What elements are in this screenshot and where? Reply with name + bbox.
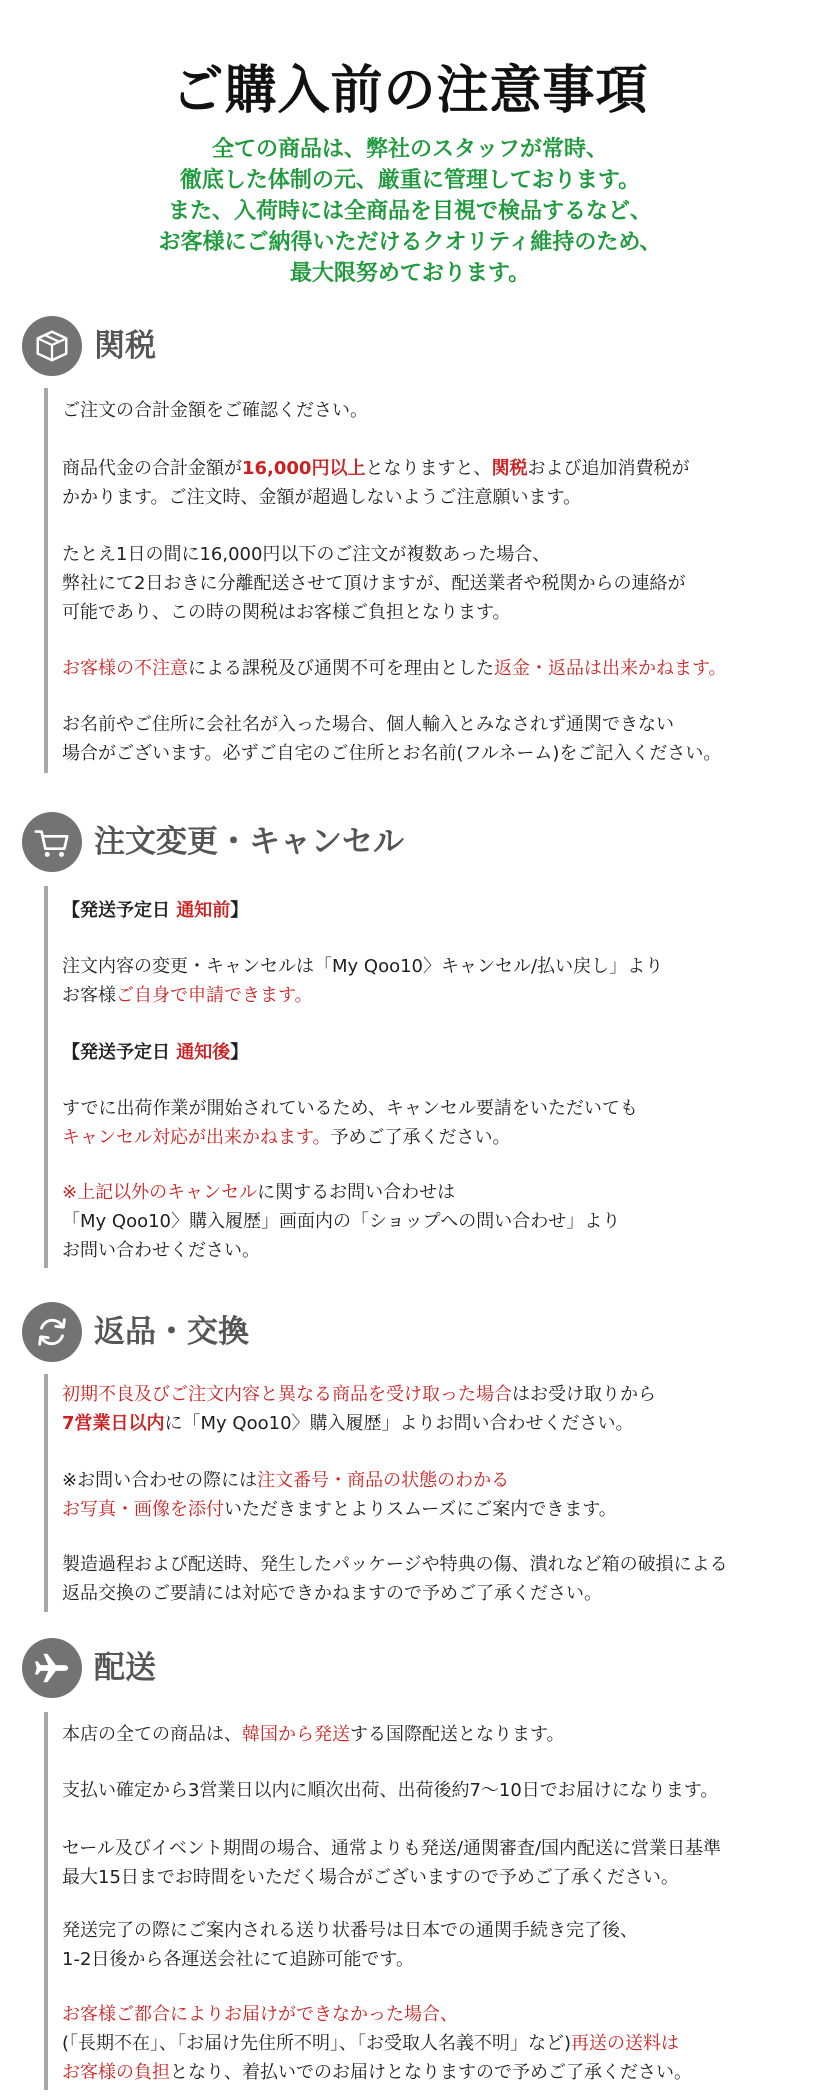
intro-line: 徹底した体制の元、厳重に管理しております。 — [179, 168, 641, 193]
paragraph: お名前やご住所に会社名が入った場合、個人輸入とみなされず通関できない 場合がございます。必ずご自宅のご住所とお名前(フルネーム)をご記入ください。 — [62, 714, 722, 764]
subheading: 【発送予定日 通知後】 — [62, 1042, 249, 1063]
section-body-return — [44, 1374, 803, 1612]
paragraph: ※上記以外のキャンセルに関するお問い合わせは 「My Qoo10〉購入履歴」画面内の「ショップへの問い合わせ」より お問い合わせください。 — [62, 1182, 621, 1261]
section-body-shipping — [44, 1712, 803, 2090]
section-title: 関税 — [94, 328, 156, 364]
paragraph: お客様ご都合によりお届けができなかった場合、 (「長期不在」、「お届け先住所不明」、「お受取人名義不明」など)再送の送料は お客様の負担となり、着払いでのお届けとなりますので予めご了承ください。 — [62, 2004, 692, 2083]
paragraph: ※お問い合わせの際には注文番号・商品の状態のわかる お写真・画像を添付いただきますとよりスムーズにご案内できます。 — [62, 1470, 617, 1520]
paragraph: 注文内容の変更・キャンセルは「My Qoo10〉キャンセル/払い戻し」より お客様ご自身で申請できます。 — [62, 956, 664, 1006]
intro-text — [0, 134, 820, 289]
section-header-shipping — [22, 1638, 722, 1698]
cart-icon — [22, 812, 82, 872]
intro-line: 全ての商品は、弊社のスタッフが常時、 — [211, 137, 608, 162]
paragraph: 初期不良及びご注文内容と異なる商品を受け取った場合はお受け取りから 7営業日以内に「My Qoo10〉購入履歴」よりお問い合わせください。 — [62, 1384, 656, 1434]
subheading: 【発送予定日 通知前】 — [62, 900, 249, 921]
paragraph: ご注文の合計金額をご確認ください。 — [62, 400, 368, 421]
intro-line: また、入荷時には全商品を目視で検品するなど、 — [167, 199, 652, 224]
paragraph: 商品代金の合計金額が16,000円以上となりますと、関税および追加消費税が かかります。ご注文時、金額が超過しないようご注意願います。 — [62, 458, 690, 508]
section-header-tariff — [22, 316, 722, 376]
paragraph: 本店の全ての商品は、韓国から発送する国際配送となります。 — [62, 1724, 565, 1745]
paragraph: セール及びイベント期間の場合、通常よりも発送/通関審査/国内配送に営業日基準 最大15日までお時間をいただく場合がございますので予めご了承ください。 — [62, 1838, 722, 1888]
airplane-icon — [22, 1638, 82, 1698]
intro-line: お客様にご納得いただけるクオリティ維持のため、 — [158, 230, 662, 255]
paragraph: たとえ1日の間に16,000円以下のご注文が複数あった場合、 弊社にて2日おきに分離配送させて頂けますが、配送業者や税関からの連絡が 可能であり、この時の関税はお客様ご負担となります。 — [62, 544, 686, 623]
paragraph: 製造過程および配送時、発生したパッケージや特典の傷、潰れなど箱の破損による 返品交換のご要請には対応できかねますので予めご了承ください。 — [62, 1554, 728, 1604]
page-title: ご購入前の注意事項 — [171, 61, 649, 121]
paragraph: すでに出荷作業が開始されているため、キャンセル要請をいただいても キャンセル対応が出来かねます。予めご了承ください。 — [62, 1098, 638, 1148]
intro-line: 最大限努めております。 — [289, 261, 531, 286]
paragraph: お客様の不注意による課税及び通関不可を理由とした返金・返品は出来かねます。 — [62, 658, 727, 679]
paragraph: 発送完了の際にご案内される送り状番号は日本での通関手続き完了後、 1-2日後から各運送会社にて追跡可能です。 — [62, 1920, 638, 1970]
section-body-tariff — [44, 388, 803, 773]
section-header-return — [22, 1302, 722, 1362]
refresh-icon — [22, 1302, 82, 1362]
section-body-cancel — [44, 886, 803, 1268]
section-title: 返品・交換 — [94, 1314, 249, 1350]
section-header-cancel — [22, 812, 722, 872]
paragraph: 支払い確定から3営業日以内に順次出荷、出荷後約7～10日でお届けになります。 — [62, 1780, 719, 1801]
section-title: 注文変更・キャンセル — [94, 824, 404, 860]
box-icon — [22, 316, 82, 376]
section-title: 配送 — [94, 1650, 156, 1686]
